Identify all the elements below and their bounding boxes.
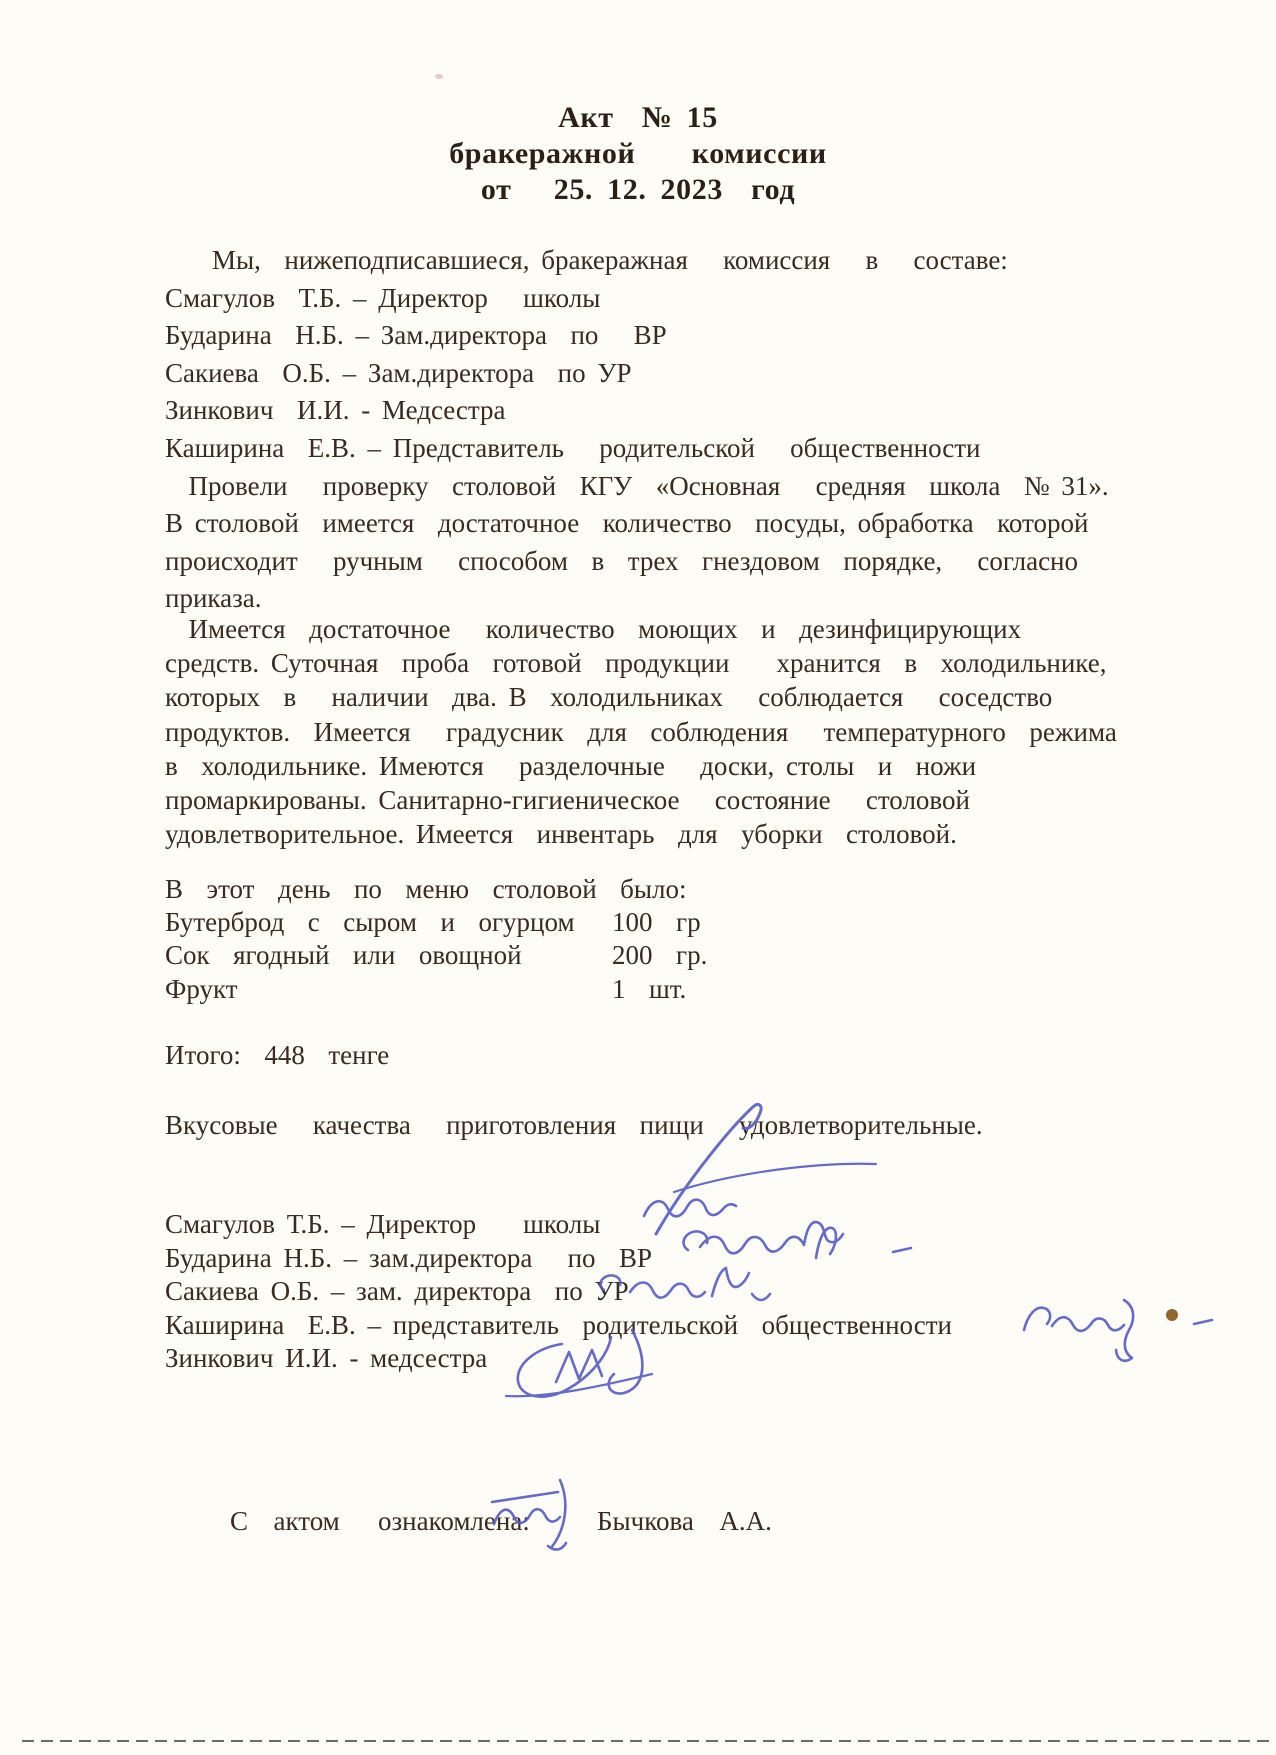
- title-act-number: Акт № 15: [558, 101, 718, 134]
- paragraph-line: происходит ручным способом в трех гнездовом порядке, согласно: [165, 545, 1079, 576]
- member-line: Каширина Е.В. – Представитель родительской общественности: [165, 432, 981, 463]
- signer-line: Каширина Е.В. – представитель родительской общественности: [165, 1309, 952, 1340]
- menu-item-quantity: 200 гр.: [612, 940, 708, 971]
- quality-statement: Вкусовые качества приготовления пищи удовлетворительные.: [165, 1110, 983, 1140]
- title-commission: бракеражной комиссии: [449, 137, 827, 170]
- acknowledgement-name: Бычкова А.А.: [597, 1506, 772, 1536]
- total-amount: Итого: 448 тенге: [165, 1040, 390, 1070]
- menu-item: [165, 939, 1065, 972]
- signature-lines: [165, 1208, 1225, 1376]
- menu-item: [165, 906, 1065, 939]
- menu-item-name: Сок ягодный или овощной: [165, 940, 522, 971]
- intro-and-first-paragraph: [165, 242, 1160, 618]
- paragraph-line: В столовой имеется достаточное количество посуды, обработка которой: [165, 508, 1089, 539]
- paragraph-line: средств. Суточная проба готовой продукции хранится в холодильнике,: [165, 648, 1107, 679]
- signer-line: Смагулов Т.Б. – Директор школы: [165, 1209, 601, 1239]
- paragraph-line: промаркированы. Санитарно-гигиеническое состояние столовой: [165, 785, 970, 816]
- member-line: Бударина Н.Б. – Зам.директора по ВР: [165, 320, 667, 351]
- paragraph-line: продуктов. Имеется градусник для соблюдения температурного режима: [165, 716, 1117, 747]
- menu-item-quantity: 1 шт.: [612, 973, 687, 1004]
- title-date: от 25. 12. 2023 год: [480, 173, 796, 206]
- second-paragraph: [165, 612, 1160, 851]
- menu-item-name: Бутерброд с сыром и огурцом: [165, 907, 575, 937]
- daily-menu: [165, 872, 1065, 1006]
- paragraph-line: в холодильнике. Имеются разделочные доски, столы и ножи: [165, 750, 977, 781]
- signer-line: Бударина Н.Б. – зам.директора по ВР: [165, 1242, 653, 1273]
- menu-heading: В этот день по меню столовой было:: [165, 874, 687, 904]
- menu-item: [165, 973, 1065, 1006]
- document-title: [0, 100, 1276, 208]
- menu-item-name: Фрукт: [165, 973, 238, 1004]
- scan-speck: [435, 74, 443, 79]
- scanner-edge-artifact: [22, 1740, 1276, 1742]
- member-line: Сакиева О.Б. – Зам.директора по УР: [165, 357, 632, 388]
- member-line: Зинкович И.И. - Медсестра: [165, 395, 506, 426]
- member-line: Смагулов Т.Б. – Директор школы: [165, 282, 601, 313]
- acknowledgement-label: С актом ознакомлена:: [230, 1506, 530, 1536]
- paragraph-line: Провели проверку столовой КГУ «Основная средняя школа № 31».: [165, 470, 1109, 501]
- paragraph-line: которых в наличии два. В холодильниках соблюдается соседство: [165, 682, 1053, 713]
- paragraph-line: Имеется достаточное количество моющих и дезинфицирующих: [165, 614, 1022, 644]
- intro-line: Мы, нижеподписавшиеся, бракеражная комиссия в составе:: [165, 245, 1008, 275]
- paragraph-line: удовлетворительное. Имеется инвентарь для уборки столовой.: [165, 819, 957, 850]
- signer-line: Сакиева О.Б. – зам. директора по УР: [165, 1276, 629, 1307]
- menu-item-quantity: 100 гр: [612, 907, 701, 937]
- paragraph-line: приказа.: [165, 583, 262, 614]
- signer-line: Зинкович И.И. - медсестра: [165, 1343, 488, 1374]
